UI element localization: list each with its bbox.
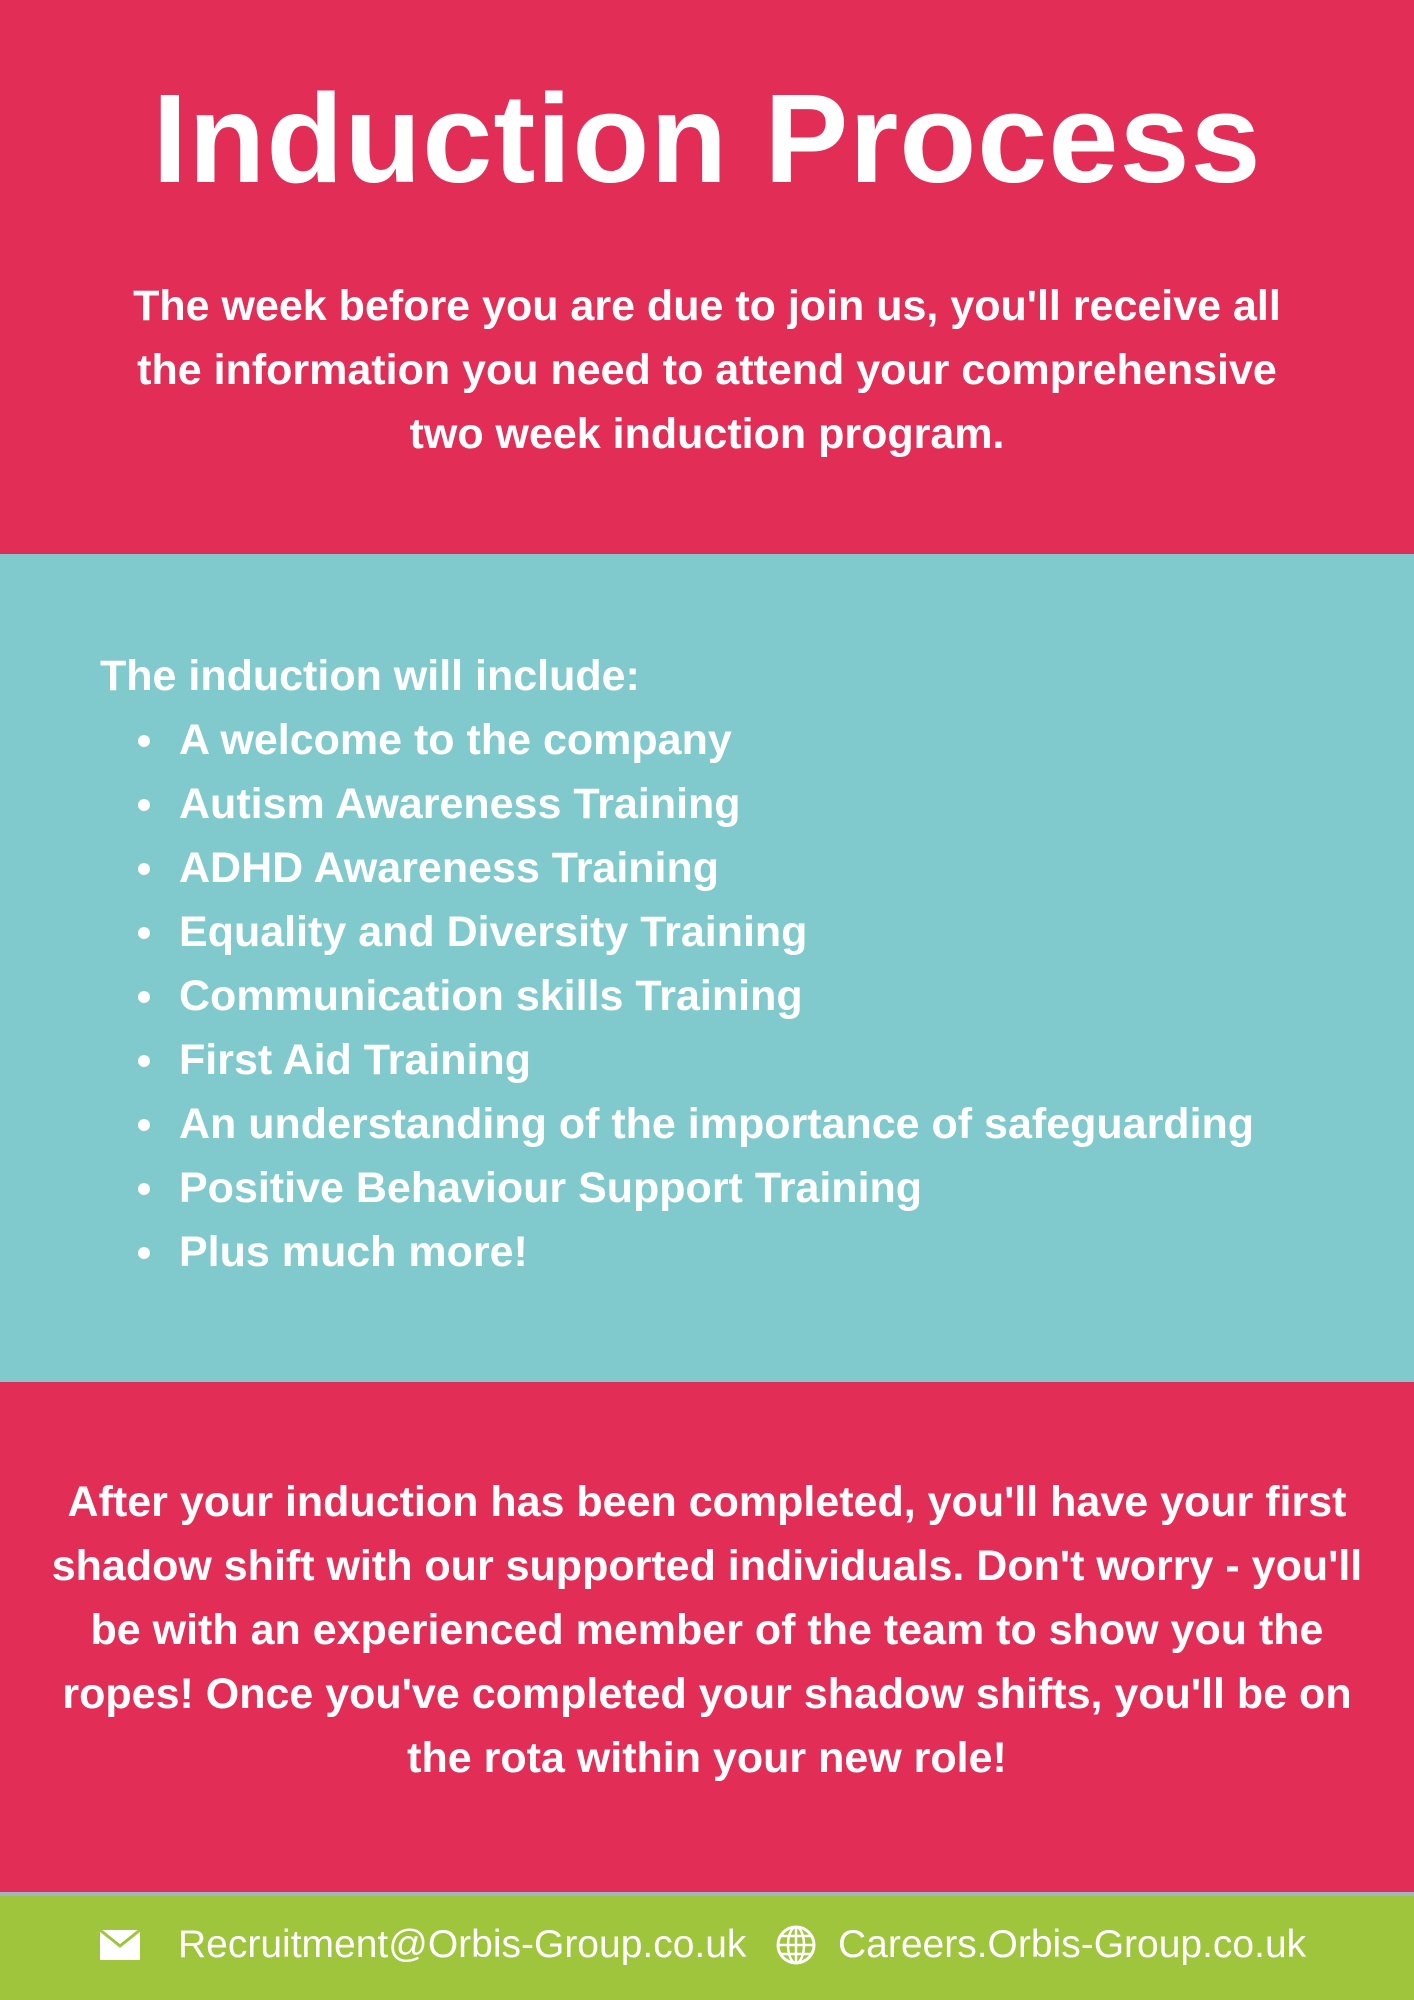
page-title: Induction Process [152,68,1262,209]
list-item: Positive Behaviour Support Training [130,1156,1414,1220]
list-item: An understanding of the importance of safeguarding [130,1092,1414,1156]
induction-list-heading: The induction will include: [100,652,640,700]
list-item: ADHD Awareness Training [130,836,1414,900]
list-item: First Aid Training [130,1028,1414,1092]
list-item: Equality and Diversity Training [130,900,1414,964]
envelope-icon [100,1930,140,1960]
website-link[interactable]: Careers.Orbis-Group.co.uk [838,1923,1307,1966]
email-contact[interactable] [100,1920,746,1970]
email-link[interactable]: Recruitment@Orbis-Group.co.uk [178,1923,747,1966]
list-item: Plus much more! [130,1220,1414,1284]
globe-icon [776,1925,816,1965]
intro-paragraph: The week before you are due to join us, you'll receive all the information you need to attend your comprehensive two week induction program. [133,282,1281,458]
induction-list [130,708,1414,1284]
website-contact[interactable] [776,1920,1306,1970]
after-induction-paragraph: After your induction has been completed, you'll have your first shadow shift with our supported individuals. Don't worry - you'll be with an experienced member of the team to show you the ropes! Once you've completed your shadow shifts, you'll be on the rota within your new role! [51,1478,1363,1782]
list-item: Communication skills Training [130,964,1414,1028]
list-item: A welcome to the company [130,708,1414,772]
list-item: Autism Awareness Training [130,772,1414,836]
